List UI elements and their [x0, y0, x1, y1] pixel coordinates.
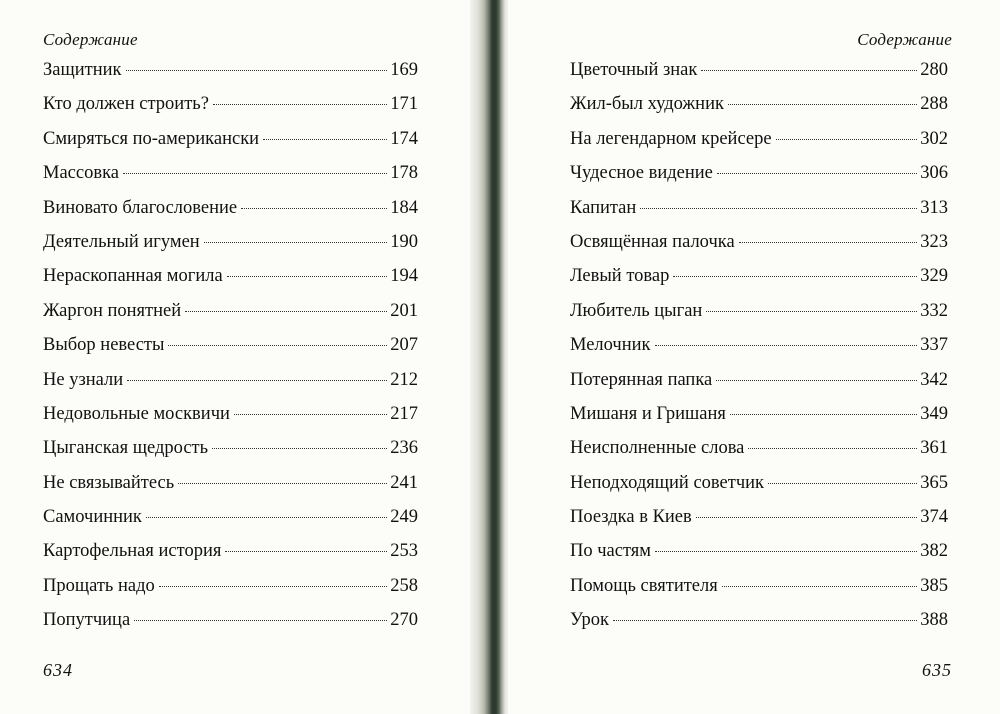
dot-leader	[263, 139, 387, 140]
entry-page-number: 323	[920, 231, 948, 252]
toc-entry	[570, 196, 948, 230]
entry-page-number: 217	[390, 403, 418, 424]
toc-entry	[570, 608, 948, 642]
entry-title: Капитан	[570, 197, 637, 218]
dot-leader	[701, 70, 917, 71]
dot-leader	[146, 517, 387, 518]
toc-entry	[570, 574, 948, 608]
dot-leader	[717, 173, 917, 174]
entry-title: Жил-был художник	[570, 94, 724, 115]
entry-page-number: 374	[920, 507, 948, 528]
toc-entry	[43, 127, 418, 161]
toc-entry	[43, 196, 418, 230]
entry-page-number: 365	[920, 472, 948, 493]
entry-title: Виновато благословение	[43, 197, 238, 218]
toc-entry	[43, 299, 418, 333]
entry-page-number: 174	[390, 128, 418, 149]
entry-title: Любитель цыган	[570, 300, 703, 321]
toc-entry	[43, 574, 418, 608]
entry-page-number: 388	[920, 610, 948, 631]
dot-leader	[127, 380, 387, 381]
toc-entry	[43, 92, 418, 126]
entry-page-number: 280	[920, 60, 948, 80]
entry-title: Самочинник	[43, 507, 142, 528]
entry-page-number: 258	[390, 575, 418, 596]
entry-title: Освящённая палочка	[570, 231, 735, 252]
toc-entry	[43, 471, 418, 505]
entry-title: Смиряться по-американски	[43, 128, 260, 149]
toc-entry	[570, 471, 948, 505]
entry-title: Цветочный знак	[570, 60, 698, 80]
entry-page-number: 361	[920, 438, 948, 459]
entry-title: Потерянная папка	[570, 369, 713, 390]
toc-entry	[570, 92, 948, 126]
entry-title: Урок	[570, 610, 609, 631]
dot-leader	[696, 517, 918, 518]
toc-entry	[43, 608, 418, 642]
dot-leader	[739, 242, 918, 243]
entry-page-number: 201	[390, 300, 418, 321]
toc-entry	[570, 505, 948, 539]
entry-page-number: 236	[390, 438, 418, 459]
entry-title: Мелочник	[570, 335, 651, 356]
entry-page-number: 171	[390, 94, 418, 115]
entry-title: Кто должен строить?	[43, 94, 209, 115]
entry-page-number: 302	[920, 128, 948, 149]
toc-entry	[570, 127, 948, 161]
entry-page-number: 184	[390, 197, 418, 218]
entry-title: Нераскопанная могила	[43, 266, 223, 287]
entry-page-number: 169	[390, 60, 418, 80]
running-head: Содержание	[43, 30, 138, 49]
toc-entry	[43, 230, 418, 264]
entry-page-number: 212	[390, 369, 418, 390]
page-number-footer: 634	[43, 660, 73, 680]
entry-page-number: 306	[920, 163, 948, 184]
entry-title: Защитник	[43, 60, 122, 80]
entry-page-number: 342	[920, 369, 948, 390]
entry-title: Массовка	[43, 163, 119, 184]
entry-page-number: 337	[920, 335, 948, 356]
dot-leader	[123, 173, 387, 174]
dot-leader	[722, 586, 917, 587]
entry-title: По частям	[570, 541, 652, 562]
left-page	[0, 0, 470, 714]
dot-leader	[213, 104, 387, 105]
entry-page-number: 190	[390, 231, 418, 252]
entry-title: Попутчица	[43, 610, 131, 631]
dot-leader	[212, 448, 387, 449]
dot-leader	[776, 139, 918, 140]
toc-entry	[570, 58, 948, 92]
right-page	[508, 0, 1000, 714]
dot-leader	[234, 414, 387, 415]
entry-title: Недовольные москвичи	[43, 403, 230, 424]
entry-title: Прощать надо	[43, 575, 155, 596]
entry-title: Не связывайтесь	[43, 472, 175, 493]
entry-page-number: 288	[920, 94, 948, 115]
entry-title: Левый товар	[570, 266, 670, 287]
dot-leader	[204, 242, 388, 243]
dot-leader	[655, 551, 917, 552]
toc-entry	[570, 539, 948, 573]
dot-leader	[168, 345, 387, 346]
entry-page-number: 207	[390, 335, 418, 356]
entry-title: Поездка в Киев	[570, 507, 692, 528]
toc-entry	[43, 368, 418, 402]
toc-entry	[570, 333, 948, 367]
entry-page-number: 332	[920, 300, 948, 321]
dot-leader	[655, 345, 918, 346]
toc-entry	[43, 402, 418, 436]
entry-title: Выбор невесты	[43, 335, 165, 356]
toc-entry	[570, 436, 948, 470]
entry-title: На легендарном крейсере	[570, 128, 772, 149]
running-head: Содержание	[857, 30, 952, 49]
dot-leader	[178, 483, 387, 484]
dot-leader	[613, 620, 917, 621]
entry-page-number: 385	[920, 575, 948, 596]
entry-page-number: 249	[390, 507, 418, 528]
dot-leader	[126, 70, 388, 71]
entry-title: Мишаня и Гришаня	[570, 403, 726, 424]
entry-page-number: 349	[920, 403, 948, 424]
toc-entry	[570, 264, 948, 298]
dot-leader	[134, 620, 387, 621]
dot-leader	[728, 104, 917, 105]
entry-title: Жаргон понятней	[43, 300, 182, 321]
toc-entry	[570, 230, 948, 264]
dot-leader	[673, 276, 917, 277]
dot-leader	[730, 414, 917, 415]
entry-page-number: 270	[390, 610, 418, 631]
toc-entry	[43, 539, 418, 573]
entry-title: Цыганская щедрость	[43, 438, 209, 459]
toc-entry	[43, 58, 418, 92]
toc-entry	[570, 368, 948, 402]
toc-entry	[43, 264, 418, 298]
toc-entry	[570, 299, 948, 333]
toc-entry	[570, 402, 948, 436]
entry-title: Неподходящий советчик	[570, 472, 765, 493]
entry-page-number: 253	[390, 541, 418, 562]
table-of-contents	[570, 58, 948, 643]
dot-leader	[227, 276, 388, 277]
entry-title: Деятельный игумен	[43, 231, 200, 252]
entry-title: Не узнали	[43, 369, 124, 390]
entry-page-number: 313	[920, 197, 948, 218]
dot-leader	[225, 551, 387, 552]
dot-leader	[716, 380, 917, 381]
dot-leader	[706, 311, 917, 312]
dot-leader	[640, 208, 917, 209]
entry-title: Помощь святителя	[570, 575, 718, 596]
entry-page-number: 178	[390, 163, 418, 184]
entry-title: Чудесное видение	[570, 163, 713, 184]
entry-title: Неисполненные слова	[570, 438, 745, 459]
dot-leader	[748, 448, 917, 449]
entry-page-number: 194	[390, 266, 418, 287]
dot-leader	[185, 311, 387, 312]
book-spine-gutter	[470, 0, 508, 714]
dot-leader	[159, 586, 387, 587]
toc-entry	[43, 161, 418, 195]
toc-entry	[43, 505, 418, 539]
toc-entry	[570, 161, 948, 195]
entry-title: Картофельная история	[43, 541, 222, 562]
page-number-footer: 635	[922, 660, 952, 680]
table-of-contents	[43, 58, 418, 643]
toc-entry	[43, 333, 418, 367]
entry-page-number: 329	[920, 266, 948, 287]
entry-page-number: 241	[390, 472, 418, 493]
dot-leader	[241, 208, 387, 209]
entry-page-number: 382	[920, 541, 948, 562]
dot-leader	[768, 483, 917, 484]
toc-entry	[43, 436, 418, 470]
